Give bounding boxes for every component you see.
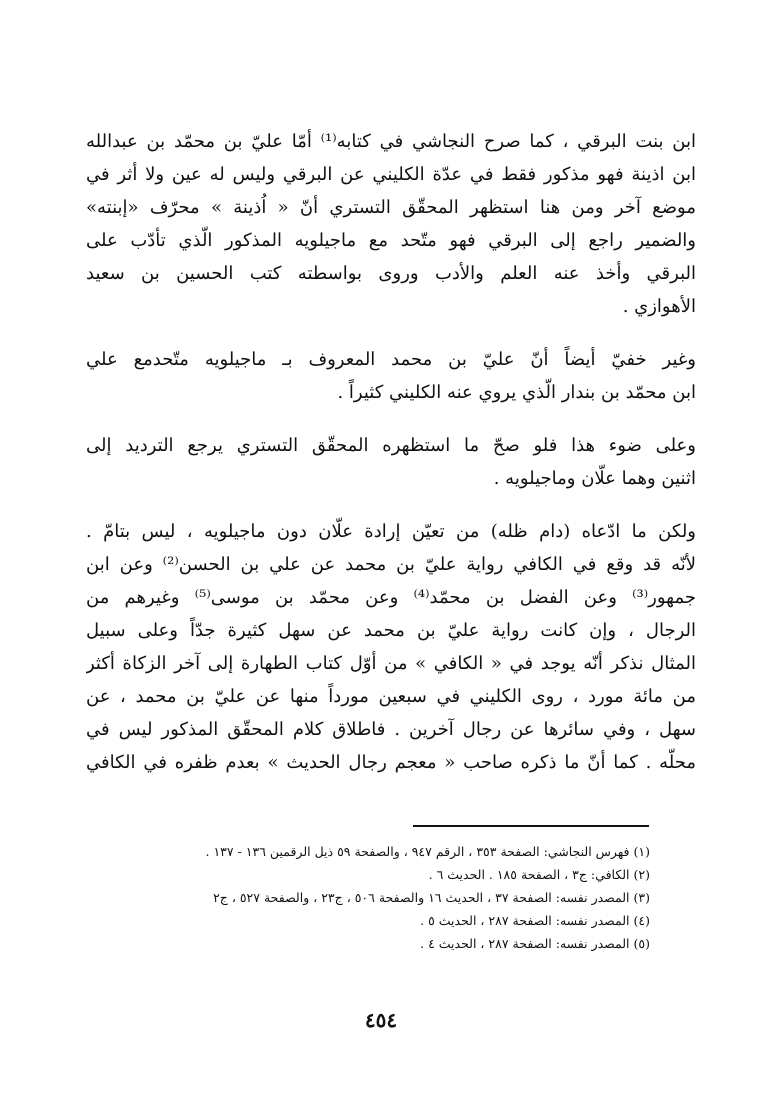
text-line: ابن محمّد بن بندار الّذي يروي عنه الكليني كثيراً . (337, 382, 696, 403)
text-line: جمهور⁽³⁾ وعن الفضل بن محمّد⁽⁴⁾ وعن محمّد بن موسى⁽⁵⁾ وغيرهم من (86, 587, 696, 608)
text-line: وعلى ضوء هذا فلو صحّ ما استظهره المحقّق التستري يرجع الترديد إلى (86, 435, 696, 456)
text-line: المثال نذكر أنّه يوجد في « الكافي » من أوّل كتاب الطهارة إلى آخر الزكاة أكثر (86, 653, 696, 674)
text-line: البرقي وأخذ عنه العلم والأدب وروى بواسطته كتب الحسين بن سعيد (86, 263, 696, 284)
text-line: الأهوازي . (622, 296, 696, 317)
footnote: (٤) المصدر نفسه: الصفحة ٢٨٧ ، الحديث ٥ . (420, 913, 650, 928)
paragraph-gap (86, 323, 696, 343)
footnotes (90, 840, 650, 955)
text-line: من مائة مورد ، روى الكليني في سبعين مورداً منها عن عليّ بن محمد ، عن (86, 686, 696, 707)
text-line: موضع آخر ومن هنا استظهر المحقّق التستري أنّ « اُذينة » محرّف «إبنته» (86, 197, 696, 218)
paragraph (86, 343, 696, 409)
paragraph (86, 429, 696, 495)
text-line: ابن بنت البرقي ، كما صرح النجاشي في كتابه⁽¹⁾ أمّا عليّ بن محمّد بن عبدالله (86, 131, 696, 152)
paragraph-gap (86, 495, 696, 515)
text-line: لأنّه قد وقع في الكافي رواية عليّ بن محمد عن علي بن الحسن⁽²⁾ وعن ابن (86, 554, 696, 575)
text-line: وغير خفيّ أيضاً أنّ عليّ بن محمد المعروف بـ ماجيلويه متّحدمع علي (86, 349, 696, 370)
footnote: (٥) المصدر نفسه: الصفحة ٢٨٧ ، الحديث ٤ . (420, 936, 650, 951)
text-line: والضمير راجع إلى البرقي فهو متّحد مع ماجيلويه المذكور الّذي تأدّب على (86, 230, 696, 251)
footnote: (٢) الكافي: ج٣ ، الصفحة ١٨٥ . الحديث ٦ . (428, 867, 650, 882)
paragraph-gap (86, 409, 696, 429)
paragraph (86, 515, 696, 779)
text-line: ولكن ما ادّعاه (دام ظله) من تعيّن إرادة علّان دون ماجيلويه ، ليس بتامّ . (86, 521, 696, 542)
text-line: ابن اذينة فهو مذكور فقط في عدّة الكليني عن البرقي وليس له عين ولا أثر في (86, 164, 696, 185)
text-line: اثنين وهما علّان وماجيلويه . (493, 468, 696, 489)
footnote: (٣) المصدر نفسه: الصفحة ٣٧ ، الحديث ١٦ والصفحة ٥٠٦ ، ج٢٣ ، والصفحة ٥٢٧ ، ج٢ (213, 890, 650, 905)
text-line: الرجال ، وإن كانت رواية عليّ بن محمد عن سهل كثيرة جدّاً وعلى سبيل (86, 620, 696, 641)
page-number: ٤٥٤ (364, 1008, 398, 1032)
text-line: سهل ، وفي سائرها عن رجال آخرين . فاطلاق كلام المحقّق المذكور ليس في (86, 719, 696, 740)
footnote: (١) فهرس النجاشي: الصفحة ٣٥٣ ، الرقم ٩٤٧ ، والصفحة ٥٩ ذيل الرقمين ١٣٦ - ١٣٧ . (205, 844, 650, 859)
main-text (86, 125, 696, 779)
text-line: محلّه . كما أنّ ما ذكره صاحب « معجم رجال الحديث » بعدم ظفره في الكافي (86, 752, 696, 773)
paragraph (86, 125, 696, 323)
footnote-divider (413, 825, 649, 827)
